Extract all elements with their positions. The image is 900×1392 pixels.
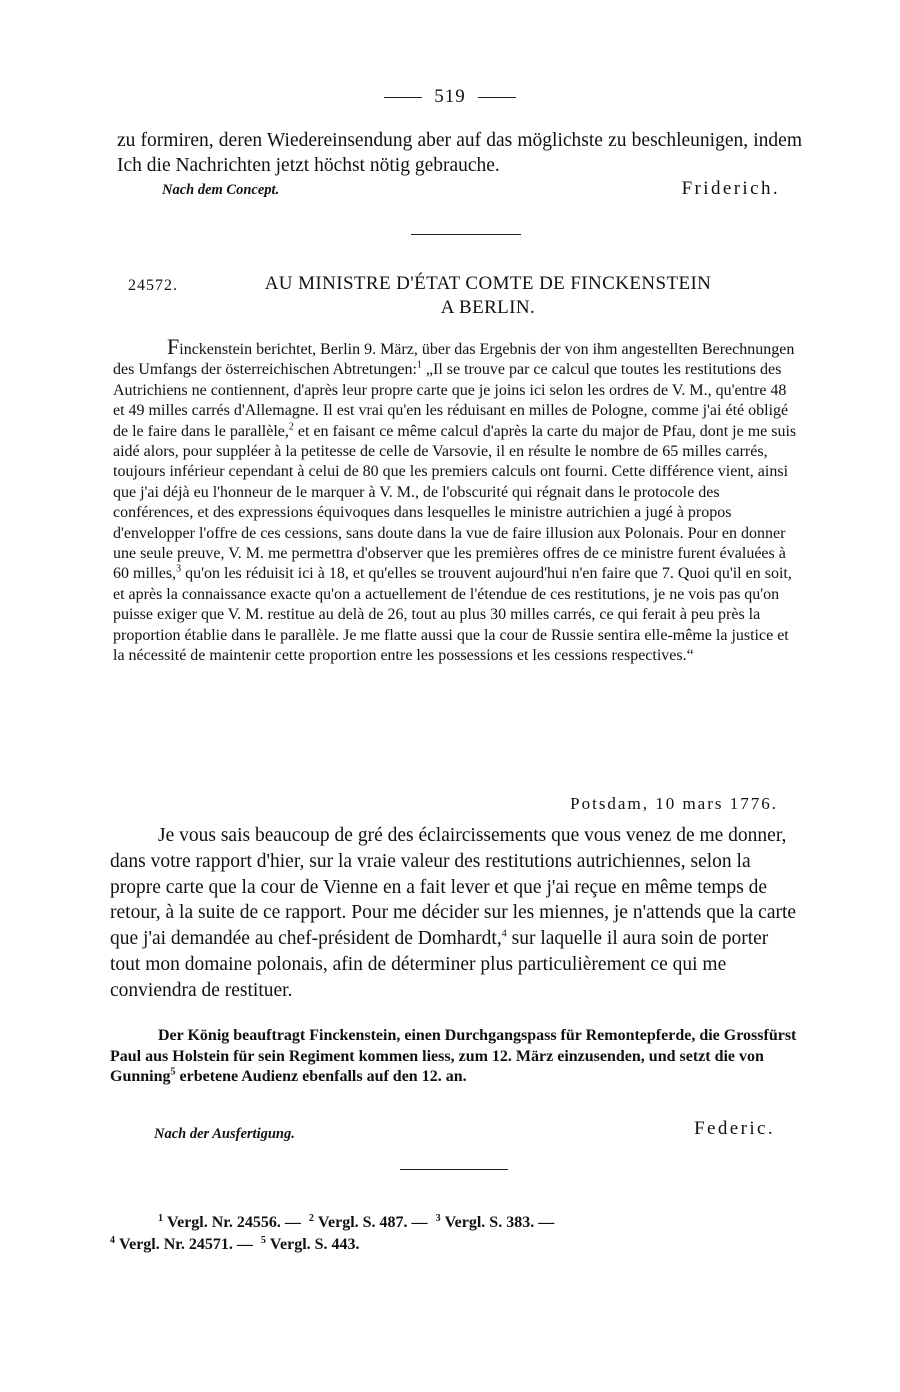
quote-part: qu'on les réduisit ici à 18, et qu'elles se trouvent aujourd'hui n'en faire que 7. Quoi qu'il en soit, et après la connaissance exacte qu'on a actuellement de l'étendue de ces restitutions, je ne vois pas qu'on puisse exiger que V. M. restitue au delà de 26, tout au plus 30 milles carrés, ce qui ferait à peu près la proportion établie dans le parallèle. Je me flatte aussi que la cour de Russie sentira elle-même la justice et la nécessité de maintenir cette proportion entre les possessions et les cessions respectives.“ (113, 565, 792, 665)
heading-line-2: A BERLIN. (440, 297, 536, 318)
footnote-text: Vergl. S. 487. — (317, 1214, 428, 1231)
note-text: erbetene Audienz ebenfalls auf den 12. an. (175, 1068, 467, 1085)
footnote-ref: 3 (176, 564, 182, 576)
letter-paragraph (110, 823, 799, 1004)
footnote-ref: 2 (288, 421, 294, 433)
quote-part: „Il se trouve par ce calcul que toutes les restitutions des Autrichiens ne contiennent, d'après leur propre carte que je joins ici selon les ordres de V. M., qu'entre 48 et 49 milles carrés d'Allemagne. Il est vrai qu'en les réduisant en milles de Pologne, comme j'ai été obligé de le faire dans le parallèle, (113, 361, 789, 440)
note-paragraph (110, 1026, 800, 1088)
footnote-ref: 1 (416, 360, 422, 372)
footnote-item (110, 1236, 253, 1253)
previous-signature-row (117, 178, 802, 204)
footnote-mark: 2 (308, 1212, 314, 1224)
summary-lead: inckenstein berichtet, Berlin 9. März, über das Ergebnis der von ihm angestellten Berechnungen des Umfangs der österreichischen Abtretungen: (113, 341, 795, 379)
note-text: Der König beauftragt Finckenstein, einen Durchgangspass für Remontepferde, die Grossfürst Paul aus Holstein für sein Regiment kommen liess, zum 12. März einzusenden, und setzt die von Gunning (110, 1027, 797, 1085)
footnote-item (309, 1214, 428, 1231)
source-note: Nach dem Concept. (162, 182, 280, 198)
previous-letter-end (117, 128, 802, 204)
quote-part: et en faisant ce même calcul d'après la carte du major de Pfau, dont je me suis aidé alors, pour suppléer à la petitesse de celle de Varsovie, il en résulte le nombre de 65 milles carrés, toujours inférieur cependant à celui de 80 que les premiers calculs ont fourni. Cette différence vient, ainsi que j'ai déjà eu l'honneur de le marquer à V. M., de l'obscurité qui régnait dans le protocole des conférences, et des expressions équivoques dans lesquelles le ministre autrichien a jugé à propos d'envelopper l'offre de ces cessions, sans doute dans la vue de faire illusion aux Polonais. Pour en donner une seule preuve, V. M. me permettra d'observer que les premières offres de ce ministre furent évaluées à 60 milles, (113, 422, 797, 583)
header-dash-left (384, 97, 422, 98)
footnote-text: Vergl. Nr. 24556. — (167, 1214, 301, 1231)
footnote-text: Vergl. Nr. 24571. — (119, 1236, 253, 1253)
footnote-item (158, 1214, 301, 1231)
letter-text: sur laquelle il aura soin de porter tout mon domaine polonais, afin de déterminer plus particulièrement ce qui me conviendra de restituer. (110, 928, 769, 1001)
footnotes (110, 1212, 800, 1256)
footnote-ref: 4 (501, 928, 507, 940)
signature: Federic. (694, 1118, 775, 1139)
footnote-text: Vergl. S. 443. (269, 1236, 360, 1253)
page-number: 519 (434, 86, 466, 107)
source-note: Nach der Ausfertigung. (154, 1126, 295, 1142)
letter-number: 24572. (128, 277, 178, 294)
summary-paragraph (113, 334, 801, 667)
footnote-mark: 4 (110, 1234, 115, 1246)
letter-text: Je vous sais beaucoup de gré des éclaircissements que vous venez de me donner, dans votre rapport d'hier, sur la vraie valeur des restitutions autrichiennes, selon la propre carte que la cour de Vienne en a fait lever et que j'ai reçue en même temps de retour, à la suite de ce rapport. Pour me décider sur les miennes, je n'attends que la carte que j'ai demandée au chef-président de Domhardt, (110, 825, 797, 950)
page-header (0, 86, 900, 108)
header-dash-right (478, 97, 516, 98)
letter-heading (128, 272, 788, 320)
footnote-item (436, 1214, 555, 1231)
footnote-mark: 3 (435, 1212, 441, 1224)
footnote-divider (400, 1169, 508, 1170)
report-summary (113, 334, 801, 667)
footnote-item (261, 1236, 360, 1253)
footnote-text: Vergl. S. 383. — (444, 1214, 555, 1231)
letter-body (110, 823, 799, 1004)
previous-letter-text: zu formiren, deren Wiedereinsendung aber auf das möglichste zu beschleunigen, indem Ich die Nachrichten jetzt höchst nötig gebrauche. (117, 130, 802, 176)
section-divider (411, 234, 521, 235)
signature: Friderich. (681, 178, 780, 199)
editorial-note (110, 1026, 800, 1088)
footnote-mark: 1 (158, 1212, 163, 1224)
initial-letter: F (167, 334, 180, 359)
footnote-ref: 5 (170, 1066, 176, 1078)
footnote-mark: 5 (260, 1234, 266, 1246)
footnote-line (110, 1234, 800, 1256)
dateline: Potsdam, 10 mars 1776. (570, 794, 778, 813)
footnote-line (110, 1212, 800, 1234)
heading-line-1: AU MINISTRE D'ÉTAT COMTE DE FINCKENSTEIN (264, 273, 712, 294)
